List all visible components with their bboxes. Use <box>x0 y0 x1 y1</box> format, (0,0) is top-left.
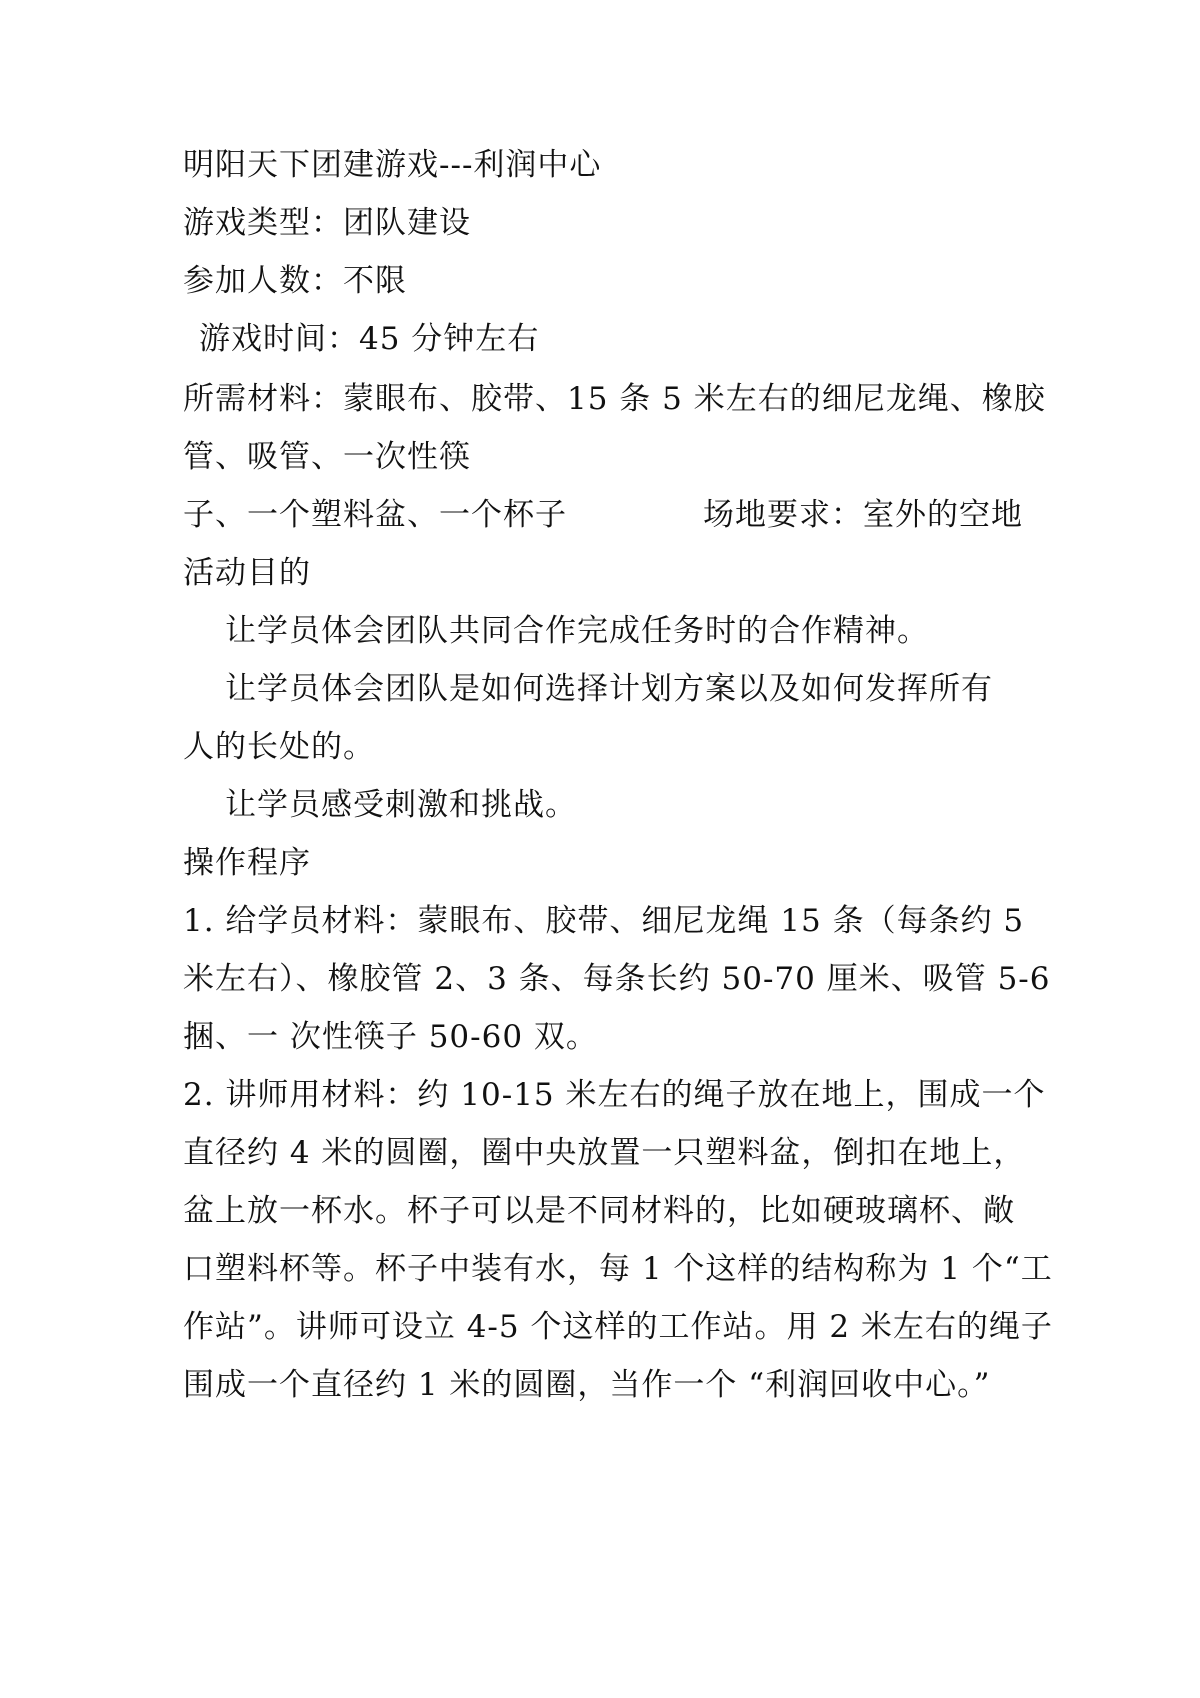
procedure-heading: 操作程序 <box>183 845 311 881</box>
duration-line: 游戏时间：45 分钟左右 <box>199 321 540 357</box>
materials-line-2: 管、吸管、一次性筷 <box>183 439 471 475</box>
goal-item-3: 让学员感受刺激和挑战。 <box>225 787 577 823</box>
goal-item-2-line-2: 人的长处的。 <box>183 729 375 765</box>
game-type-line: 游戏类型：团队建设 <box>183 205 471 241</box>
step-2-line-2: 直径约 4 米的圆圈，圈中央放置一只塑料盆，倒扣在地上， <box>183 1135 1026 1171</box>
goal-heading: 活动目的 <box>183 555 311 591</box>
step-1-line-1: 1. 给学员材料：蒙眼布、胶带、细尼龙绳 15 条（每条约 5 <box>183 903 1025 939</box>
step-2-line-6: 围成一个直径约 1 米的圆圈，当作一个 “利润回收中心。” <box>183 1367 991 1403</box>
step-2-line-1: 2. 讲师用材料：约 10-15 米左右的绳子放在地上，围成一个 <box>183 1077 1046 1113</box>
step-2-line-4: 口塑料杯等。杯子中装有水，每 1 个这样的结构称为 1 个“工 <box>183 1251 1053 1287</box>
venue-requirement: 场地要求：室外的空地 <box>703 497 1023 533</box>
step-2-line-5: 作站”。讲师可设立 4-5 个这样的工作站。用 2 米左右的绳子 <box>183 1309 1053 1345</box>
materials-line-3 <box>183 495 1023 535</box>
step-1-line-3: 捆、一 次性筷子 50-60 双。 <box>183 1019 598 1055</box>
step-1-line-2: 米左右）、橡胶管 2、3 条、每条长约 50-70 厘米、吸管 5-6 <box>183 961 1051 997</box>
goal-item-2-line-1: 让学员体会团队是如何选择计划方案以及如何发挥所有 <box>225 671 993 707</box>
step-2-line-3: 盆上放一杯水。杯子可以是不同材料的，比如硬玻璃杯、敞 <box>183 1193 1015 1229</box>
materials-line-3-left: 子、一个塑料盆、一个杯子 <box>183 497 567 533</box>
document-title: 明阳天下团建游戏---利润中心 <box>183 147 602 183</box>
materials-line-1: 所需材料：蒙眼布、胶带、15 条 5 米左右的细尼龙绳、橡胶 <box>183 381 1046 417</box>
participants-line: 参加人数：不限 <box>183 263 407 299</box>
goal-item-1: 让学员体会团队共同合作完成任务时的合作精神。 <box>225 613 929 649</box>
